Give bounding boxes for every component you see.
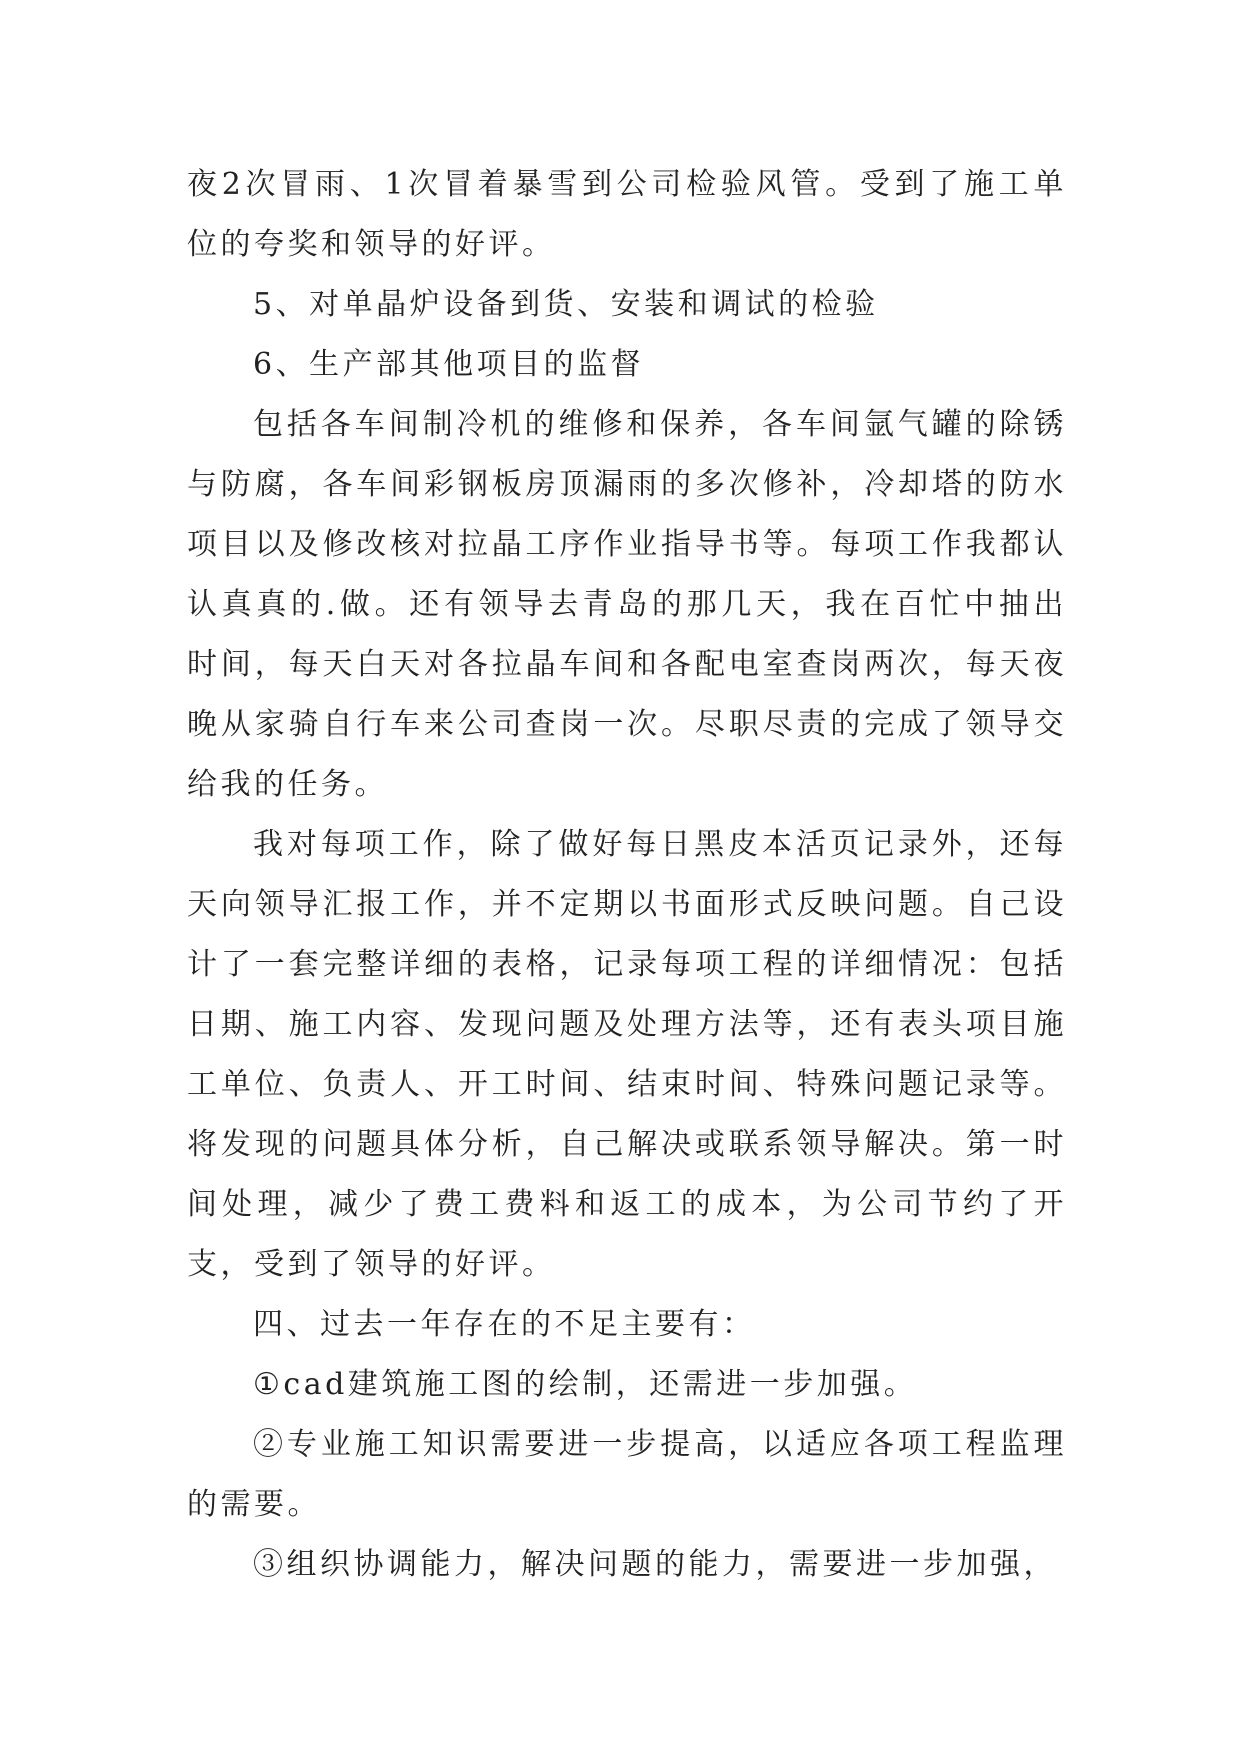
paragraph-6: 四、过去一年存在的不足主要有： [253, 1307, 756, 1342]
paragraph-5: 我对每项工作，除了做好每日黑皮本活页记录外，还每天向领导汇报工作，并不定期以书面形式反映问题。自己设计了一套完整详细的表格，记录每项工程的详细情况：包括日期、施工内容、发现问题及处理方法等，还有表头项目施工单位、负责人、开工时间、结束时间、特殊问题记录等。将发现的问题具体分析，自己解决或联系领导解决。第一时间处理，减少了费工费料和返工的成本，为公司节约了开支，受到了领导的好评。 [187, 827, 1067, 1282]
paragraph-7: ①cad建筑施工图的绘制，还需进一步加强。 [253, 1367, 918, 1402]
paragraph-2: 5、对单晶炉设备到货、安装和调试的检验 [253, 287, 879, 322]
paragraph-9: ③组织协调能力，解决问题的能力，需要进一步加强， [253, 1547, 1057, 1582]
paragraph-1: 夜2次冒雨、1次冒着暴雪到公司检验风管。受到了施工单位的夸奖和领导的好评。 [187, 167, 1067, 262]
paragraph-3: 6、生产部其他项目的监督 [253, 347, 645, 382]
paragraph-8: ②专业施工知识需要进一步提高，以适应各项工程监理的需要。 [187, 1427, 1067, 1522]
paragraph-4: 包括各车间制冷机的维修和保养，各车间氩气罐的除锈与防腐，各车间彩钢板房顶漏雨的多次修补，冷却塔的防水项目以及修改核对拉晶工序作业指导书等。每项工作我都认认真真的.做。还有领导去青岛的那几天，我在百忙中抽出时间，每天白天对各拉晶车间和各配电室查岗两次，每天夜晚从家骑自行车来公司查岗一次。尽职尽责的完成了领导交给我的任务。 [187, 407, 1067, 802]
document-body [187, 155, 1067, 1595]
